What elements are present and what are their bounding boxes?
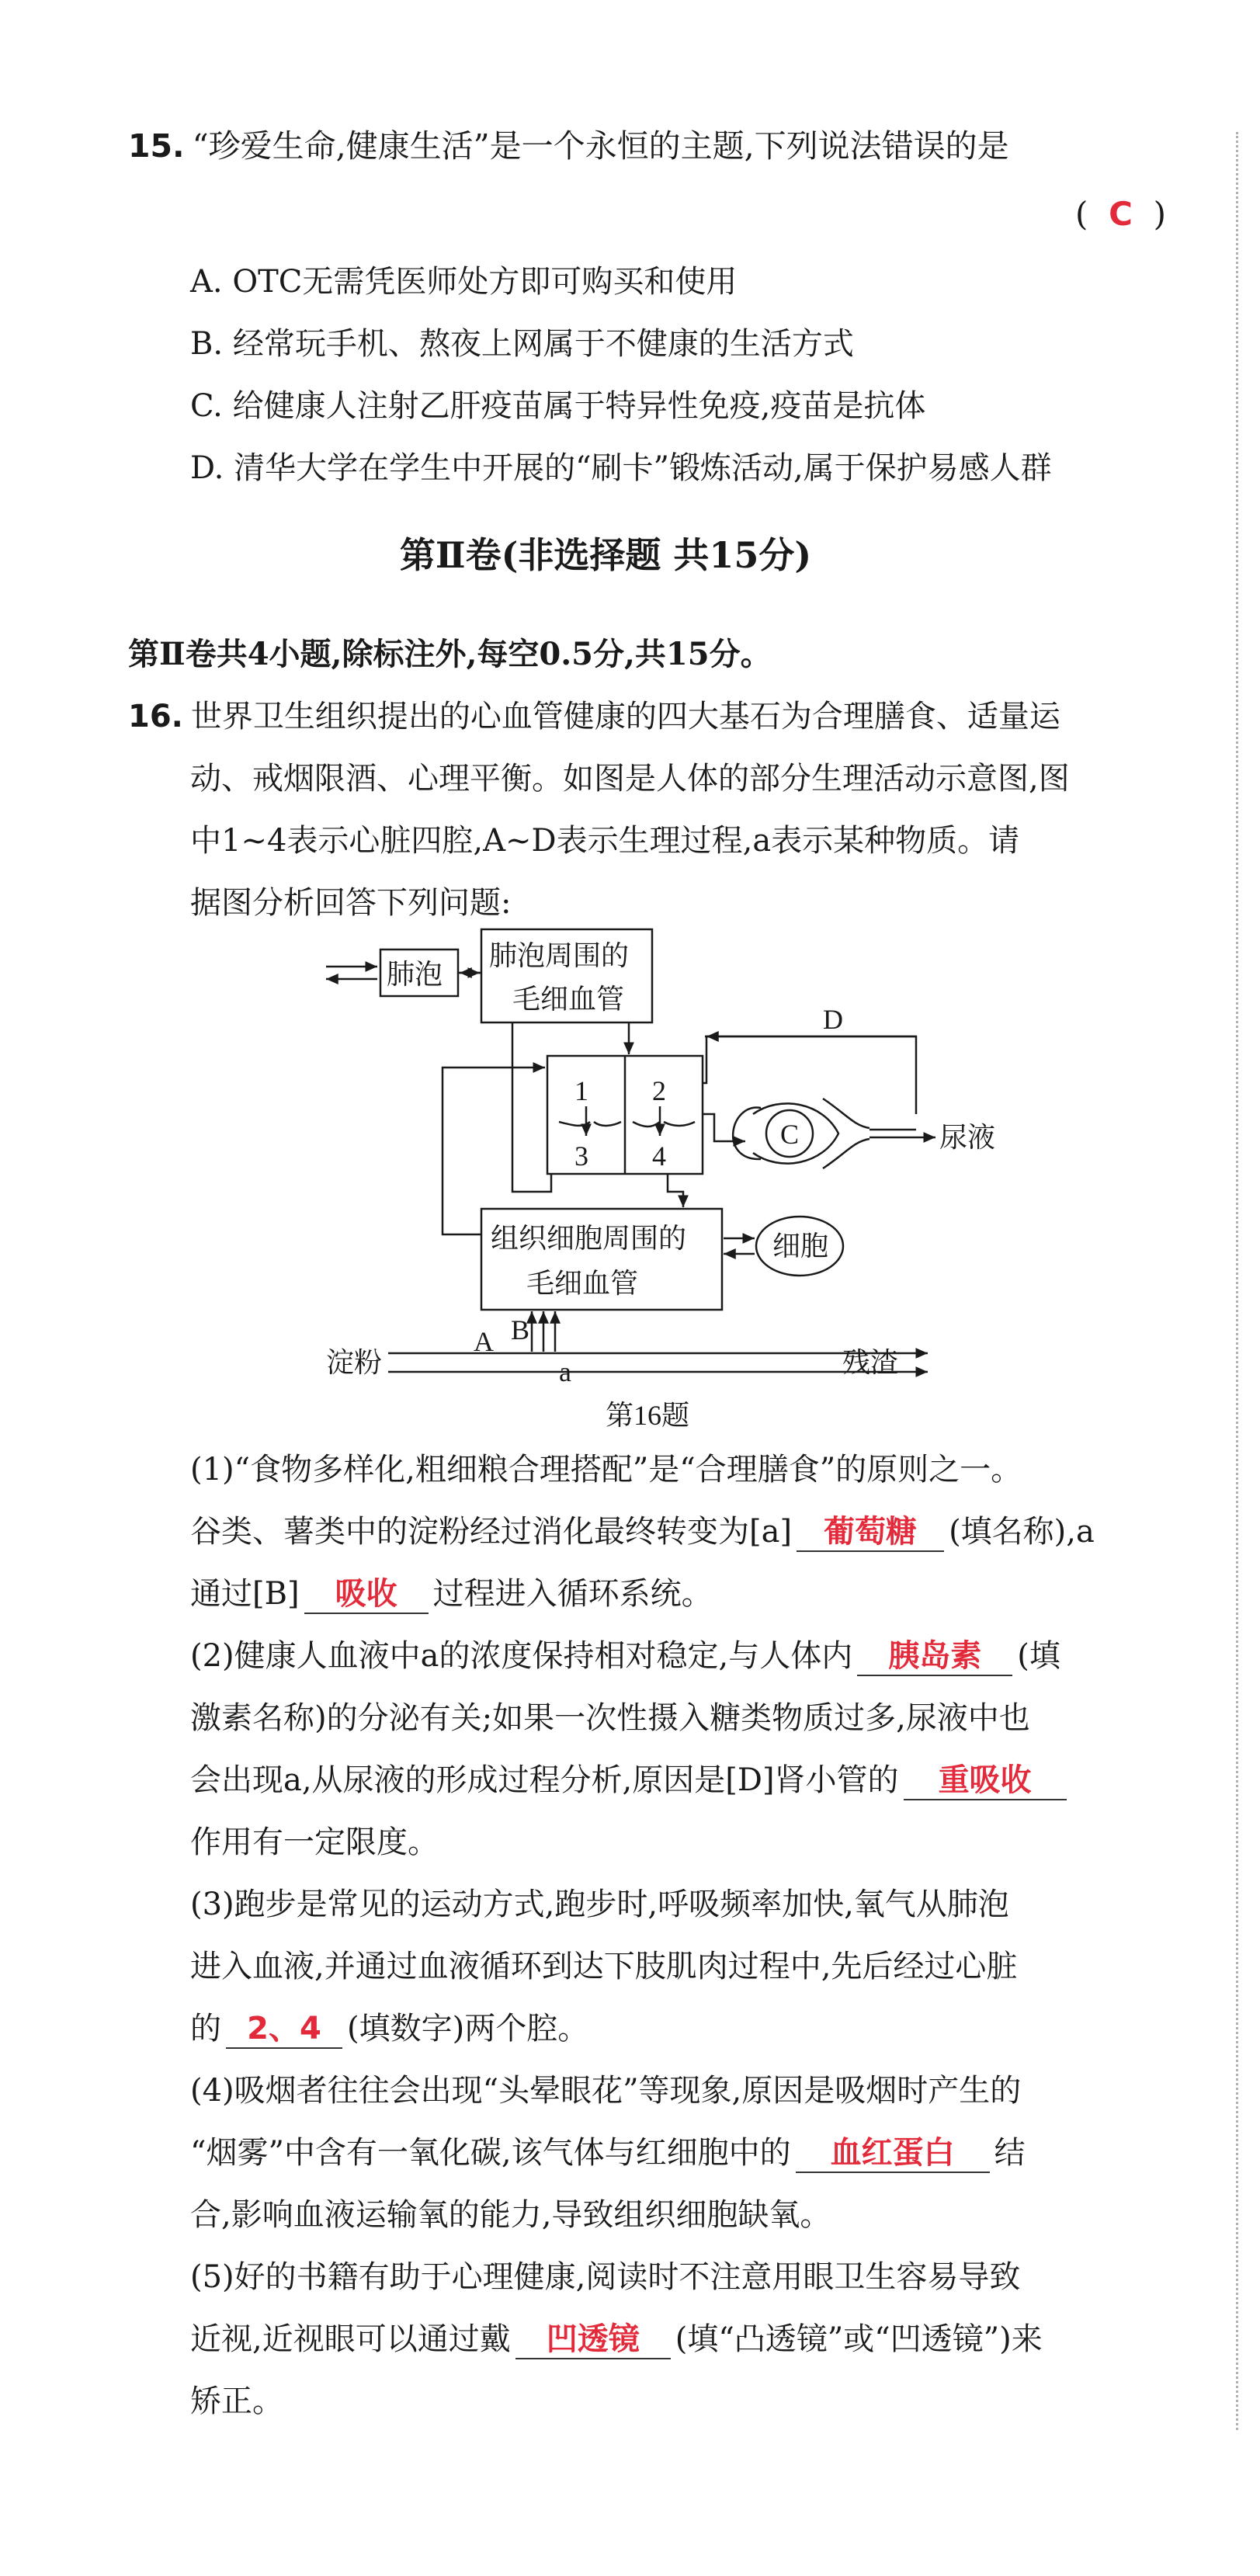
sub3-line-3: 的 2、4 (填数字)两个腔。 (190, 2007, 588, 2050)
q15-option-d: D. 清华大学在学生中开展的“刷卡”锻炼活动,属于保护易感人群 (190, 450, 1052, 486)
q15-number: 15. (128, 127, 185, 165)
sub2-line-3: 会出现a,从尿液的形成过程分析,原因是[D]肾小管的 重吸收 (190, 1758, 1071, 1802)
sub1-answer-2: 吸收 (304, 1575, 429, 1614)
physiology-diagram (326, 928, 1009, 1440)
q15-option-a: A. OTC无需凭医师处方即可购买和使用 (190, 264, 738, 300)
sub3-line-2: 进入血液,并通过血液循环到达下肢肌肉过程中,先后经过心脏 (190, 1949, 1018, 1984)
tissue-capillary-label-1: 组织细胞周围的 (491, 1223, 687, 1254)
starch-label: 淀粉 (326, 1347, 383, 1378)
substance-a-label: a (559, 1356, 571, 1387)
q15-answer: C (1109, 195, 1133, 233)
q15-option-b: B. 经常玩手机、熬夜上网属于不健康的生活方式 (190, 326, 854, 362)
alveoli-label: 肺泡 (387, 959, 443, 990)
q15-stem-line (128, 124, 1009, 168)
lung-capillary-label-1: 肺泡周围的 (489, 940, 630, 971)
chamber-4-label: 4 (652, 1140, 666, 1172)
sub2-line-1: (2)健康人血液中a的浓度保持相对稳定,与人体内 胰岛素 (填 (190, 1634, 1060, 1678)
diagram-caption: 第16题 (606, 1400, 690, 1431)
urine-label: 尿液 (939, 1122, 996, 1153)
process-b-label: B (511, 1314, 530, 1345)
sub5-line-2: 近视,近视眼可以通过戴 凹透镜 (填“凸透镜”或“凹透镜”)来 (190, 2317, 1043, 2361)
q16-stem-line-2: 动、戒烟限酒、心理平衡。如图是人体的部分生理活动示意图,图 (190, 761, 1070, 797)
sub3-answer-1: 2、4 (226, 2010, 342, 2049)
process-d-label: D (823, 1004, 843, 1035)
q16-stem-line-4: 据图分析回答下列问题: (190, 885, 512, 921)
process-a-label: A (474, 1326, 494, 1357)
sub5-answer-1: 凹透镜 (515, 2321, 671, 2359)
process-c-label: C (780, 1119, 800, 1150)
sub1-line-1: (1)“食物多样化,粗细粮合理搭配”是“合理膳食”的原则之一。 (190, 1452, 1022, 1488)
q16-stem-line-1: 16. 世界卫生组织提出的心血管健康的四大基石为合理膳食、适量运 (128, 699, 1060, 734)
sub1-line-3: 通过[B] 吸收 过程进入循环系统。 (190, 1572, 713, 1616)
sub1-answer-1: 葡萄糖 (797, 1513, 944, 1552)
chamber-3-label: 3 (574, 1140, 588, 1172)
residue-label: 残渣 (842, 1347, 899, 1378)
cell-label: 细胞 (772, 1231, 829, 1262)
q15-answer-box: ( C ) (1075, 195, 1167, 233)
sub3-line-1: (3)跑步是常见的运动方式,跑步时,呼吸频率加快,氧气从肺泡 (190, 1887, 1009, 1922)
sub1-line-2: 谷类、薯类中的淀粉经过消化最终转变为[a] 葡萄糖 (填名称),a (190, 1510, 1095, 1554)
q15-stem: “珍爱生命,健康生活”是一个永恒的主题,下列说法错误的是 (192, 127, 1009, 165)
tissue-capillary-label-2: 毛细血管 (526, 1268, 639, 1299)
sub2-line-4: 作用有一定限度。 (190, 1824, 439, 1860)
q15-option-c: C. 给健康人注射乙肝疫苗属于特异性免疫,疫苗是抗体 (190, 388, 926, 424)
section-note: 第Ⅱ卷共4小题,除标注外,每空0.5分,共15分。 (128, 636, 772, 672)
q16-number: 16. (128, 699, 183, 734)
lung-capillary-label-2: 毛细血管 (512, 984, 625, 1015)
sub2-answer-1: 胰岛素 (857, 1637, 1012, 1676)
sub4-line-3: 合,影响血液运输氧的能力,导致组织细胞缺氧。 (190, 2197, 831, 2233)
sub5-line-3: 矫正。 (190, 2383, 283, 2419)
q16-stem-line-3: 中1~4表示心脏四腔,A~D表示生理过程,a表示某种物质。请 (190, 823, 1020, 859)
sub4-line-2: “烟雾”中含有一氧化碳,该气体与红细胞中的 血红蛋白 结 (190, 2131, 1026, 2175)
sub2-line-2: 激素名称)的分泌有关;如果一次性摄入糖类物质过多,尿液中也 (190, 1700, 1030, 1736)
sub2-answer-2: 重吸收 (904, 1762, 1067, 1800)
sub4-line-1: (4)吸烟者往往会出现“头晕眼花”等现象,原因是吸烟时产生的 (190, 2073, 1022, 2109)
chamber-1-label: 1 (574, 1075, 588, 1106)
section-title: 第Ⅱ卷(非选择题 共15分) (399, 534, 812, 576)
sub4-answer-1: 血红蛋白 (796, 2134, 990, 2173)
chamber-2-label: 2 (652, 1075, 666, 1106)
sub5-line-1: (5)好的书籍有助于心理健康,阅读时不注意用眼卫生容易导致 (190, 2259, 1021, 2295)
margin-dashed-line (1236, 132, 1238, 2430)
